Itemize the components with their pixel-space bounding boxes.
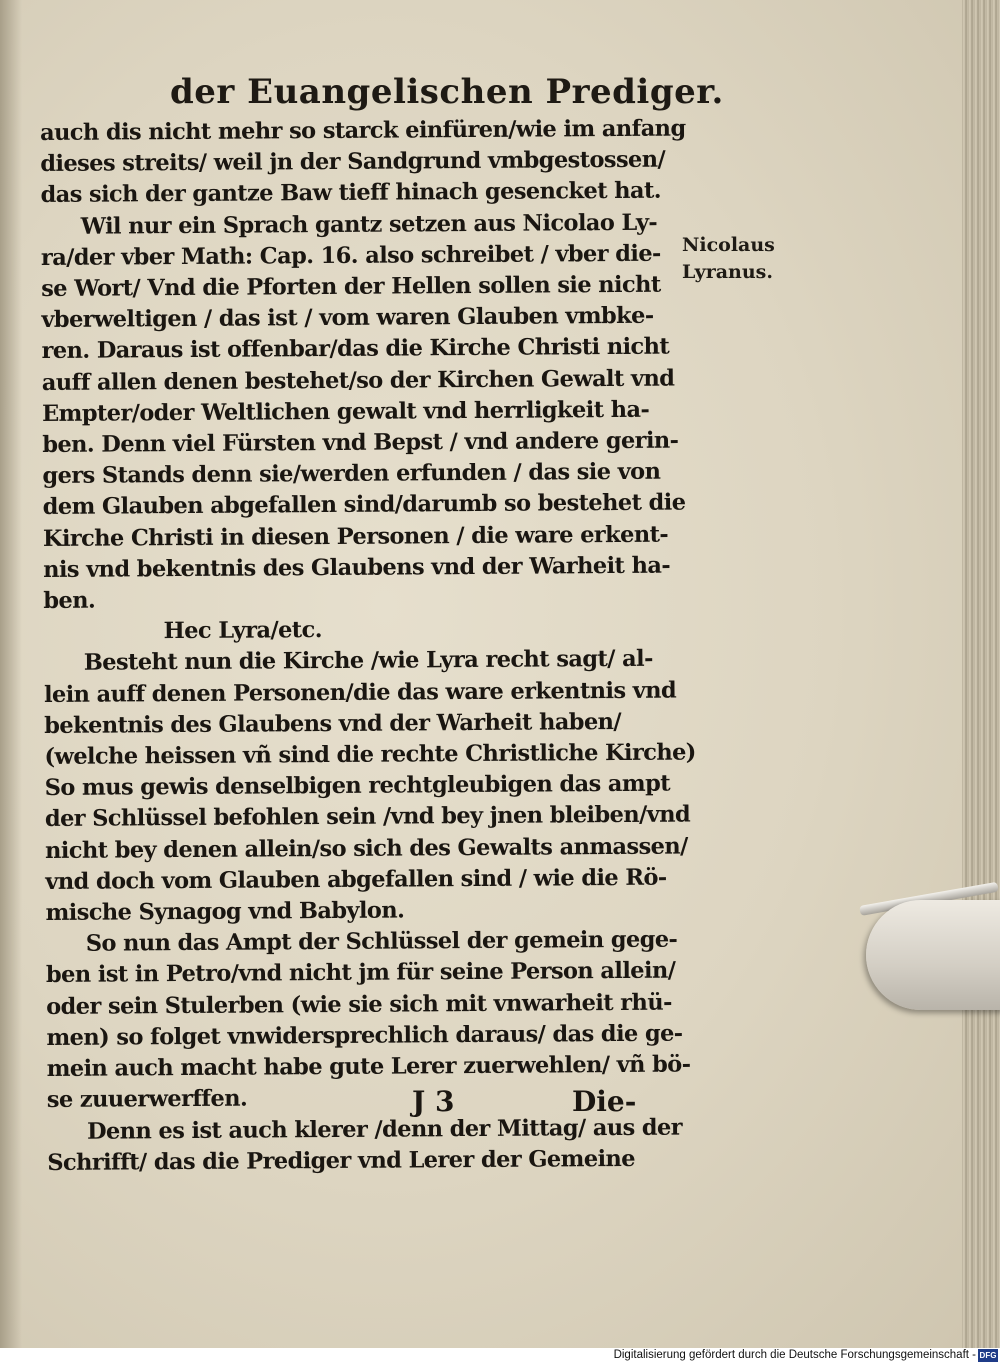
page-edges [962, 0, 1000, 1348]
footer-credit: Digitalisierung gefördert durch die Deutsche Forschungsgemeinschaft - [613, 1349, 976, 1361]
text-line: nis vnd bekentnis des Glaubens vnd der Warheit ha- [43, 552, 671, 583]
text-line: se zuuerwerffen. [46, 1085, 248, 1114]
text-line: oder sein Stulerben (wie sie sich mit vnwarheit rhü- [46, 989, 672, 1020]
text-line: vnd doch vom Glauben abgefallen sind / wie die Rö- [45, 864, 667, 895]
text-line: mein auch macht habe gute Lerer zuerwehlen/ vñ bö- [46, 1051, 691, 1083]
text-line: ben. Denn viel Fürsten vnd Bepst / vnd andere gerin- [42, 427, 679, 459]
text-line: se Wort/ Vnd die Pforten der Hellen sollen sie nicht [41, 271, 661, 303]
text-line: Empter/oder Weltlichen gewalt vnd herrligkeit ha- [41, 396, 650, 427]
text-line: nicht bey denen allein/so sich des Gewalts anmassen/ [45, 833, 688, 864]
spine-shadow [0, 0, 22, 1348]
text-line: dieses streits/ weil jn der Sandgrund vmbgestossen/ [40, 146, 666, 178]
margin-note-line-2: Lyranus. [682, 261, 773, 283]
text-line: So nun das Ampt der Schlüssel der gemein gege- [85, 926, 678, 957]
signature-mark: J 3 [412, 1085, 455, 1118]
text-line: ben. [43, 587, 96, 615]
text-line: gers Stands denn sie/werden erfunden / das sie von [42, 458, 661, 490]
body-text [40, 114, 696, 1179]
paper-clip [866, 900, 1000, 1010]
text-line: das sich der gantze Baw tieff hinach gesencket hat. [40, 178, 662, 209]
text-line: ben ist in Petro/vnd nicht jm für seine Person allein/ [45, 958, 676, 989]
margin-note [682, 232, 775, 286]
text-line: So mus gewis denselbigen rechtgleubigen das ampt [44, 770, 671, 802]
text-line: ren. Daraus ist offenbar/das die Kirche Christi nicht [41, 334, 670, 365]
text-line: ra/der vber Math: Cap. 16. also schreibet / vber die- [40, 240, 661, 271]
text-line: Hec Lyra/etc. [163, 617, 322, 645]
text-line: Denn es ist auch klerer /denn der Mittag/ aus der [86, 1114, 683, 1145]
catchword: Die- [572, 1085, 637, 1118]
running-head: der Euangelischen Prediger. [170, 72, 724, 112]
margin-note-line-1: Nicolaus [682, 234, 775, 256]
text-line: auff allen denen bestehet/so der Kirchen Gewalt vnd [41, 365, 675, 396]
text-line: vberweltigen / das ist / vom waren Glauben vmbke- [41, 302, 654, 334]
text-line: (welche heissen vñ sind die rechte Christliche Kirche) [44, 739, 696, 771]
text-line: der Schlüssel befohlen sein /vnd bey jnen bleiben/vnd [44, 801, 691, 833]
text-line: dem Glauben abgefallen sind/darumb so bestehet die [42, 489, 686, 521]
text-line: bekentnis des Glaubens vnd der Warheit haben/ [44, 708, 622, 739]
text-line: men) so folget vnwidersprechlich daraus/ das die ge- [46, 1020, 683, 1051]
text-line: Schrifft/ das die Prediger vnd Lerer der Gemeine [47, 1145, 636, 1176]
text-line: Kirche Christi in diesen Personen / die ware erkent- [42, 521, 669, 552]
text-line: lein auff denen Personen/die das ware erkentnis vnd [43, 677, 677, 708]
dfg-logo-icon: DFG [979, 1351, 997, 1360]
text-line: Wil nur ein Sprach gantz setzen aus Nicolao Ly- [80, 209, 658, 240]
text-line: Besteht nun die Kirche /wie Lyra recht sagt/ al- [83, 646, 653, 677]
text-line: mische Synagog vnd Babylon. [45, 897, 405, 927]
text-line: auch dis nicht mehr so starck einfüren/wie im anfang [40, 115, 686, 146]
